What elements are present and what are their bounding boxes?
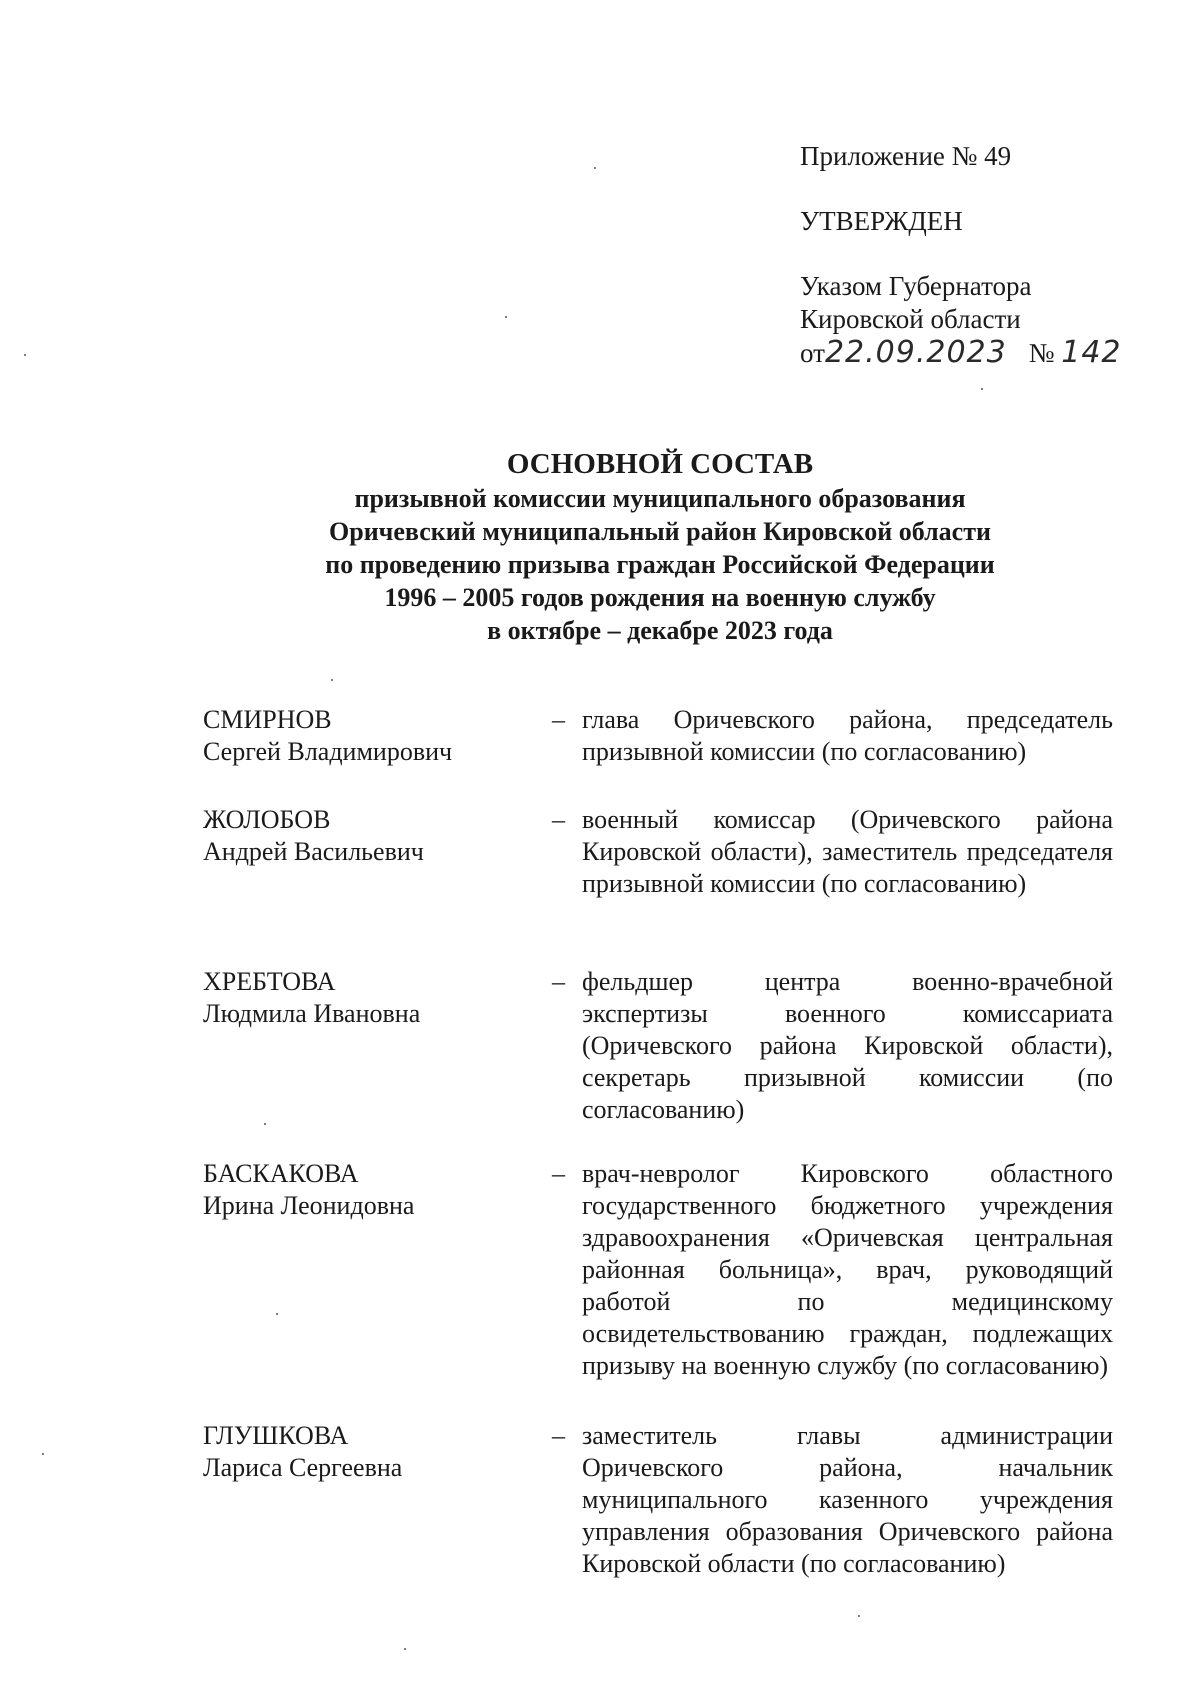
member-surname: СМИРНОВ xyxy=(203,705,332,734)
member-given-names: Ирина Леонидовна xyxy=(203,1191,415,1220)
scan-speck xyxy=(594,167,596,169)
handwritten-date: 22.09.2023 xyxy=(824,335,1007,370)
title-line-1: призывной комиссии муниципального образования xyxy=(354,484,966,513)
handwritten-number: 142 xyxy=(1061,335,1122,370)
approved-stamp-text: УТВЕРЖДЕН xyxy=(800,206,963,236)
member-name xyxy=(203,704,543,768)
member-dash: – xyxy=(552,1421,565,1450)
title-line-5: в октябре – декабре 2023 года xyxy=(487,616,833,645)
member-name xyxy=(203,966,543,1030)
member-role: военный комиссар (Оричевского района Кировской области), заместитель председателя призывной комиссии (по согласованию) xyxy=(582,805,1113,898)
appendix-number: Приложение № 49 xyxy=(800,141,1012,171)
decree-date-row xyxy=(800,336,1122,370)
member-given-names: Андрей Васильевич xyxy=(203,837,424,866)
scan-speck xyxy=(24,354,26,356)
member-role: глава Оричевского района, председатель призывной комиссии (по согласованию) xyxy=(582,705,1113,766)
member-name xyxy=(203,804,543,868)
member-dash: – xyxy=(552,967,565,996)
decree-issuer: Указом Губернатора xyxy=(800,271,1032,301)
decree-region: Кировской области xyxy=(800,304,1021,334)
member-dash: – xyxy=(552,705,565,734)
scan-speck xyxy=(264,1123,266,1125)
member-role: заместитель главы администрации Оричевского района, начальник муниципального казенного учреждения управления образования Оричевского района Кировской области (по согласованию) xyxy=(582,1421,1113,1578)
member-role: фельдшер центра военно-врачебной экспертизы военного комиссариата (Оричевского района Кировской области), секретарь призывной комиссии (по согласованию) xyxy=(582,967,1113,1124)
member-surname: БАСКАКОВА xyxy=(203,1159,359,1188)
scan-speck xyxy=(331,679,333,681)
scan-speck xyxy=(276,1313,278,1315)
member-surname: ГЛУШКОВА xyxy=(203,1421,349,1450)
member-name xyxy=(203,1420,543,1484)
scan-speck xyxy=(42,1453,44,1455)
scan-speck xyxy=(858,1615,860,1617)
scan-speck xyxy=(404,1648,406,1650)
member-dash: – xyxy=(552,1159,565,1188)
date-prefix: от xyxy=(800,338,825,368)
member-role: врач-невролог Кировского областного государственного бюджетного учреждения здравоохранения «Оричевская центральная районная больница», врач, руководящий работой по медицинскому освидетельствованию граждан, подлежащих призыву на военную службу (по согласованию) xyxy=(582,1159,1113,1380)
member-given-names: Лариса Сергеевна xyxy=(203,1453,403,1482)
member-surname: ЖОЛОБОВ xyxy=(203,805,331,834)
member-name xyxy=(203,1158,543,1222)
document-title xyxy=(230,446,1090,647)
title-line-3: по проведению призыва граждан Российской Федерации xyxy=(325,550,995,579)
member-given-names: Людмила Ивановна xyxy=(203,999,421,1028)
title-main: ОСНОВНОЙ СОСТАВ xyxy=(506,448,814,480)
member-dash: – xyxy=(552,805,565,834)
number-prefix: № xyxy=(1028,338,1055,368)
title-line-2: Оричевский муниципальный район Кировской области xyxy=(329,517,991,546)
member-given-names: Сергей Владимирович xyxy=(203,737,453,766)
title-line-4: 1996 – 2005 годов рождения на военную службу xyxy=(384,583,936,612)
scan-speck xyxy=(505,316,507,318)
scan-speck xyxy=(981,388,983,390)
member-surname: ХРЕБТОВА xyxy=(203,967,336,996)
